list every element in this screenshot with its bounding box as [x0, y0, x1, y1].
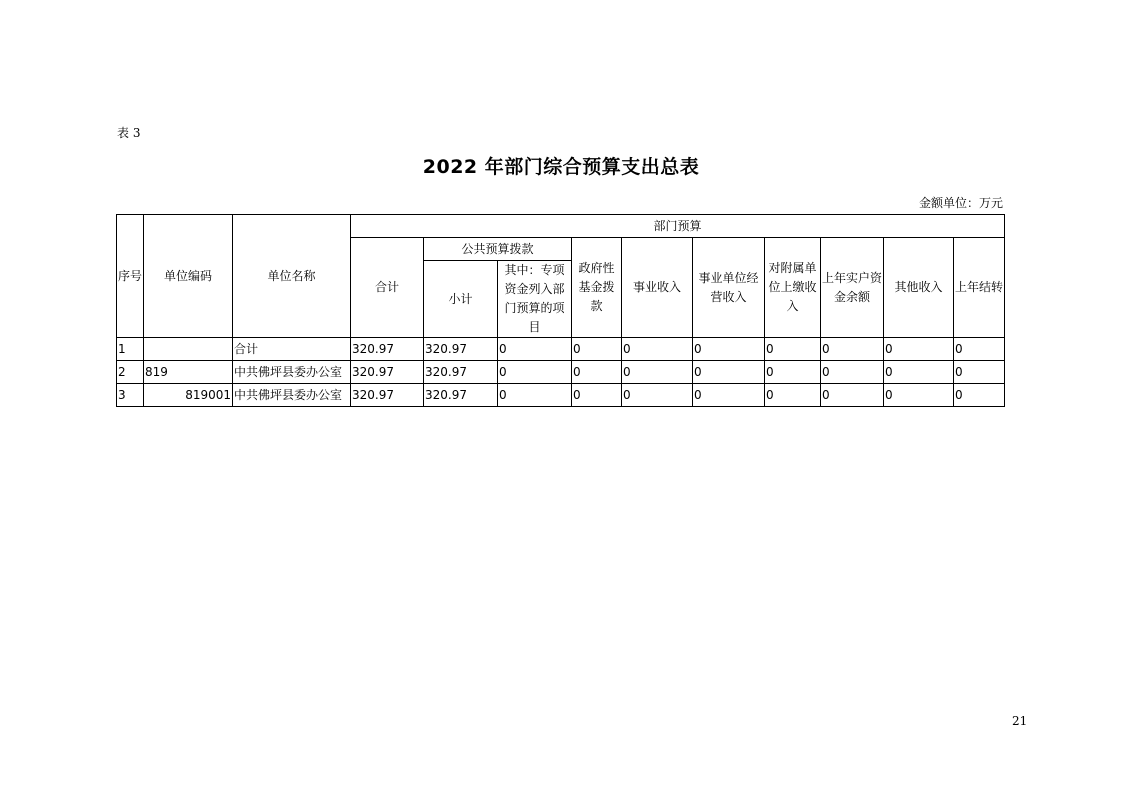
cell-prior-balance: 0 — [821, 361, 884, 384]
cell-gov-fund: 0 — [572, 338, 622, 361]
table-label: 表 3 — [117, 126, 141, 140]
cell-seq: 1 — [117, 338, 144, 361]
header-seq: 序号 — [117, 215, 144, 338]
budget-expenditure-table — [116, 214, 1005, 407]
cell-code — [144, 338, 233, 361]
cell-prior-balance: 0 — [821, 338, 884, 361]
cell-code: 819001 — [144, 384, 233, 407]
cell-special: 0 — [498, 361, 572, 384]
amount-unit: 金额单位：万元 — [918, 196, 1003, 210]
header-dept-budget: 部门预算 — [351, 215, 1005, 238]
cell-total: 320.97 — [351, 384, 424, 407]
cell-gov-fund: 0 — [572, 384, 622, 407]
cell-name: 中共佛坪县委办公室 — [233, 384, 351, 407]
cell-special: 0 — [498, 338, 572, 361]
cell-name: 合计 — [233, 338, 351, 361]
page-title: 2022 年部门综合预算支出总表 — [422, 156, 700, 178]
table-row — [117, 384, 1005, 407]
cell-subtotal: 320.97 — [424, 338, 498, 361]
header-public-budget: 公共预算拨款 — [424, 238, 572, 261]
cell-operating: 0 — [693, 361, 765, 384]
header-gov-fund: 政府性基金拨款 — [572, 238, 622, 338]
header-special-funds: 其中：专项资金列入部门预算的项目 — [498, 261, 572, 338]
header-total: 合计 — [351, 238, 424, 338]
cell-operating: 0 — [693, 338, 765, 361]
header-subtotal: 小计 — [424, 261, 498, 338]
header-other-income: 其他收入 — [884, 238, 954, 338]
cell-subtotal: 320.97 — [424, 361, 498, 384]
cell-other: 0 — [884, 361, 954, 384]
table-row — [117, 338, 1005, 361]
page-number: 21 — [1012, 714, 1028, 728]
cell-code: 819 — [144, 361, 233, 384]
header-unit-code: 单位编码 — [144, 215, 233, 338]
cell-business: 0 — [622, 338, 693, 361]
cell-carryover: 0 — [954, 384, 1005, 407]
cell-name: 中共佛坪县委办公室 — [233, 361, 351, 384]
cell-other: 0 — [884, 338, 954, 361]
cell-gov-fund: 0 — [572, 361, 622, 384]
cell-special: 0 — [498, 384, 572, 407]
header-unit-name: 单位名称 — [233, 215, 351, 338]
table-row — [117, 361, 1005, 384]
cell-other: 0 — [884, 384, 954, 407]
cell-carryover: 0 — [954, 338, 1005, 361]
cell-subordinate: 0 — [765, 384, 821, 407]
header-operating-income: 事业单位经营收入 — [693, 238, 765, 338]
cell-total: 320.97 — [351, 338, 424, 361]
cell-prior-balance: 0 — [821, 384, 884, 407]
header-prior-balance: 上年实户资金余额 — [821, 238, 884, 338]
cell-operating: 0 — [693, 384, 765, 407]
cell-business: 0 — [622, 384, 693, 407]
cell-subordinate: 0 — [765, 338, 821, 361]
cell-subordinate: 0 — [765, 361, 821, 384]
header-business-income: 事业收入 — [622, 238, 693, 338]
cell-total: 320.97 — [351, 361, 424, 384]
header-subordinate-income: 对附属单位上缴收入 — [765, 238, 821, 338]
header-prior-carryover: 上年结转 — [954, 238, 1005, 338]
cell-business: 0 — [622, 361, 693, 384]
cell-seq: 3 — [117, 384, 144, 407]
cell-carryover: 0 — [954, 361, 1005, 384]
cell-subtotal: 320.97 — [424, 384, 498, 407]
cell-seq: 2 — [117, 361, 144, 384]
